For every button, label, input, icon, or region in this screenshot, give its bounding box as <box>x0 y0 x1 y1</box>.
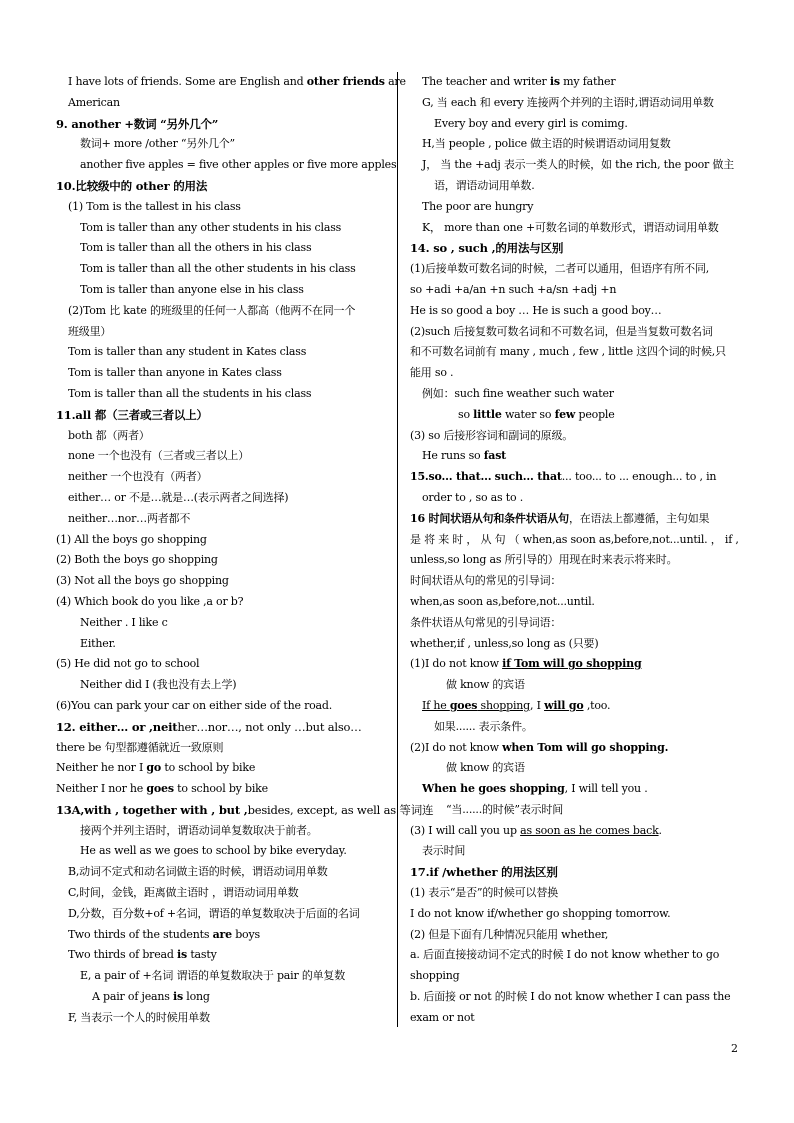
text-segment: I do not know if/whether go shopping tomorrow. <box>410 906 671 920</box>
text-segment: exam or not <box>410 1010 475 1024</box>
text-segment: go <box>146 761 162 775</box>
text-segment: C,时间，金钱，距离做主语时 ，谓语动词用单数 <box>68 886 299 900</box>
right-text-line <box>410 301 742 322</box>
right-text-line <box>410 1008 742 1029</box>
text-segment: none 一个也没有（三者或三者以上） <box>68 449 249 463</box>
text-segment: (2)such 后接复数可数名词和不可数名词，但是当复数可数名词 <box>410 324 713 338</box>
text-segment: Either. <box>80 636 116 650</box>
text-segment: 例如：such fine weather such water <box>422 386 614 400</box>
right-text-line <box>410 862 742 883</box>
text-segment: He as well as we goes to school by bike everyday. <box>80 844 347 858</box>
text-segment: When he goes shopping <box>422 782 565 796</box>
text-segment: , I will tell you . <box>564 782 648 796</box>
text-segment: another five apples = five other apples or five more apples <box>80 158 397 172</box>
text-segment: 是 将 来 时 ， 从 句 （ when,as soon as,before,not...until. ， if , <box>410 532 739 546</box>
text-segment: there be 句型都遵循就近一致原则 <box>56 740 224 754</box>
text-segment: 9. another +数词 “另外几个” <box>56 116 219 131</box>
left-text-line <box>56 696 394 717</box>
text-segment: besides, except, as well as 等词连 <box>247 802 434 817</box>
right-text-line <box>410 134 742 155</box>
text-segment: (2) 但是下面有几种情况只能用 whether, <box>410 927 609 941</box>
text-segment: (1) All the boys go shopping <box>56 532 207 546</box>
text-segment: 14. so , such ,的用法与区别 <box>410 241 564 256</box>
text-segment: her…nor…, not only …but also… <box>177 719 362 734</box>
left-text-line <box>56 945 394 966</box>
left-text-line <box>56 322 394 343</box>
text-segment: (1) 表示“是否”的时候可以替换 <box>410 886 558 900</box>
right-text-line <box>410 717 742 738</box>
text-segment: other friends <box>306 75 385 88</box>
left-text-line <box>56 987 394 1008</box>
text-segment: goes <box>449 698 478 712</box>
left-text-line <box>56 218 394 239</box>
text-segment: Tom is taller than all the students in his class <box>68 386 312 400</box>
left-text-line <box>56 966 394 987</box>
right-text-line <box>410 93 742 114</box>
left-text-line <box>56 862 394 883</box>
text-segment: (6)You can park your car on either side of the road. <box>56 698 333 712</box>
left-text-line <box>56 72 406 93</box>
right-text-line <box>410 238 742 259</box>
text-segment: 能用 so . <box>410 366 454 380</box>
text-segment: (2)Tom 比 kate 的班级里的任何一人都高（他两不在同一个 <box>68 303 356 317</box>
text-segment: 16 时间状语从句和条件状语从句 <box>410 511 569 525</box>
left-text-line <box>56 800 434 821</box>
right-text-line <box>410 384 742 405</box>
right-text-line <box>410 925 742 946</box>
left-text-line <box>56 613 394 634</box>
right-text-line <box>410 821 742 842</box>
text-segment: both 都（两者） <box>68 428 150 442</box>
left-text-line <box>56 821 394 842</box>
left-text-line <box>56 717 394 738</box>
left-text-line <box>56 467 394 488</box>
right-text-line <box>410 945 742 966</box>
text-segment: F, 当表示一个人的时候用单数 <box>68 1010 210 1024</box>
left-text-line <box>56 197 394 218</box>
text-segment: people <box>575 407 615 421</box>
text-segment: American <box>68 95 120 109</box>
text-segment: (2)I do not know <box>410 740 503 754</box>
left-text-line <box>56 405 394 426</box>
right-text-line <box>410 114 742 135</box>
text-segment: will go <box>544 698 584 712</box>
text-segment: so +adi +a/an +n such +a/sn +adj +n <box>410 282 617 296</box>
text-segment: 接两个并列主语时，谓语动词单复数取决于前者。 <box>80 823 318 837</box>
text-segment: 12. either… or ,neit <box>56 719 178 734</box>
text-segment: I have lots of friends. Some are English and <box>68 75 307 88</box>
left-text-line <box>56 654 394 675</box>
right-text-line <box>410 197 742 218</box>
left-text-line <box>56 93 394 114</box>
text-segment: is <box>177 948 188 962</box>
text-segment: 做 know 的宾语 <box>446 761 525 775</box>
text-segment: b. 后面接 or not 的时候 I do not know whether I can pass the <box>410 990 731 1004</box>
page-number: 2 <box>731 1042 738 1055</box>
text-segment: my father <box>559 75 616 88</box>
text-segment: fast <box>483 449 507 463</box>
left-text-line <box>56 550 394 571</box>
text-segment: G, 当 each 和 every 连接两个并列的主语时,谓语动词用单数 <box>422 95 714 109</box>
right-text-line <box>410 987 742 1008</box>
text-segment: unless,so long as 所引导的）用现在时来表示将来时。 <box>410 553 678 567</box>
text-segment: shopping <box>477 698 531 712</box>
left-text-line <box>56 280 394 301</box>
text-segment: 做 know 的宾语 <box>446 678 525 692</box>
column-divider <box>397 72 398 1027</box>
left-text-line <box>56 426 394 447</box>
text-segment: is <box>173 990 183 1004</box>
right-text-line <box>410 613 742 634</box>
text-segment: (5) He did not go to school <box>56 657 200 671</box>
text-segment: neither 一个也没有（两者） <box>68 470 208 484</box>
text-segment: (3) Not all the boys go shopping <box>56 574 229 588</box>
text-segment: E, a pair of +名词 谓语的单复数取决于 pair 的单复数 <box>80 969 346 983</box>
text-segment: Neither did I (我也没有去上学) <box>80 678 237 692</box>
left-text-line <box>56 530 394 551</box>
right-text-line <box>410 696 742 717</box>
text-segment: If he <box>422 698 450 712</box>
right-text-line <box>410 176 742 197</box>
right-text-line <box>410 779 742 800</box>
text-segment: little <box>473 407 502 421</box>
left-text-line <box>56 675 394 696</box>
text-segment: is <box>549 75 560 88</box>
left-text-line <box>56 738 394 759</box>
text-segment: 11.all 都（三者或三者以上） <box>56 407 208 422</box>
right-text-line <box>410 72 742 93</box>
text-segment: water so <box>501 407 555 421</box>
right-text-line <box>410 467 742 488</box>
left-text-line <box>56 488 394 509</box>
text-segment: H,当 people , police 做主语的时候谓语动词用复数 <box>422 137 671 151</box>
text-segment: J， 当 the +adj 表示一类人的时候，如 the rich, the poor 做主 <box>422 158 735 172</box>
left-text-line <box>56 904 394 925</box>
text-segment: ,too. <box>583 698 611 712</box>
left-text-line <box>56 384 394 405</box>
right-text-line <box>410 841 742 862</box>
left-text-line <box>56 758 394 779</box>
left-text-line <box>56 779 394 800</box>
text-segment: Two thirds of bread <box>68 948 178 962</box>
right-text-line <box>410 571 742 592</box>
left-text-line <box>56 925 394 946</box>
text-segment: Neither . I like c <box>80 615 168 629</box>
text-segment: few <box>554 407 576 421</box>
right-text-line <box>410 363 742 384</box>
right-text-line <box>410 800 742 821</box>
right-text-line <box>410 592 742 613</box>
text-segment: The poor are hungry <box>422 199 534 213</box>
right-text-line <box>410 738 742 759</box>
left-text-line <box>56 592 394 613</box>
right-text-line <box>410 218 742 239</box>
text-segment: to school by bike <box>173 782 268 796</box>
text-segment: goes <box>146 782 174 796</box>
text-segment: long <box>183 990 210 1004</box>
text-segment: 班级里） <box>68 324 112 338</box>
text-segment: (1) Tom is the tallest in his class <box>68 199 241 213</box>
right-text-line <box>410 550 742 571</box>
text-segment: Neither he nor I <box>56 761 147 775</box>
text-segment: Tom is taller than anyone in Kates class <box>68 366 282 380</box>
left-text-line <box>56 634 394 655</box>
left-text-line <box>56 301 394 322</box>
text-segment: 10.比较级中的 other 的用法 <box>56 178 208 193</box>
right-column <box>410 72 742 1029</box>
right-text-line <box>410 675 742 696</box>
right-text-line <box>410 509 742 530</box>
text-segment: are <box>384 75 406 88</box>
text-segment: , I <box>530 698 545 712</box>
text-segment: 时间状语从句的常见的引导词： <box>410 574 562 588</box>
text-segment: 如果...... 表示条件。 <box>434 719 533 733</box>
left-text-line <box>56 134 394 155</box>
right-text-line <box>410 634 742 655</box>
right-text-line <box>410 446 742 467</box>
right-text-line <box>410 758 742 779</box>
left-text-line <box>56 155 397 176</box>
left-text-line <box>56 363 394 384</box>
text-segment: K， more than one +可数名词的单数形式，谓语动词用单数 <box>422 220 719 234</box>
text-segment: 17.if /whether 的用法区别 <box>410 865 558 880</box>
text-segment: 15.so... that... <box>410 470 492 484</box>
text-segment: Tom is taller than any student in Kates class <box>68 345 307 359</box>
left-text-line <box>56 841 394 862</box>
text-segment: when,as soon as,before,not...until. <box>410 594 595 608</box>
text-segment: 13A,with , together with , but , <box>56 802 248 817</box>
left-text-line <box>56 1008 394 1029</box>
text-segment: 和不可数名词前有 many , much , few , little 这四个词的时候,只 <box>410 345 726 359</box>
right-text-line <box>410 259 742 280</box>
text-segment: (4) Which book do you like ,a or b? <box>56 594 244 608</box>
left-text-line <box>56 509 394 530</box>
right-text-line <box>410 280 742 301</box>
text-segment: 语，谓语动词用单数. <box>434 178 535 192</box>
text-segment: He is so good a boy … He is such a good boy… <box>410 303 662 317</box>
text-segment: (1)后接单数可数名词的时候，二者可以通用，但语序有所不同, <box>410 262 710 276</box>
text-segment: are <box>212 927 232 941</box>
left-text-line <box>56 446 394 467</box>
text-segment: boys <box>231 927 260 941</box>
right-text-line <box>410 530 742 551</box>
text-segment: such... that <box>494 470 562 484</box>
left-text-line <box>56 114 394 135</box>
text-segment: ，在语法上都遵循，主句如果 <box>568 511 710 525</box>
right-text-line <box>410 488 742 509</box>
text-segment: Tom is taller than all the others in his class <box>80 241 312 255</box>
text-segment: so <box>458 407 474 421</box>
left-text-line <box>56 259 394 280</box>
text-segment: Every boy and every girl is comimg. <box>434 116 628 130</box>
text-segment: 条件状语从句常见的引导词语： <box>410 615 562 629</box>
right-text-line <box>410 342 742 363</box>
text-segment: (3) I will call you up <box>410 823 521 837</box>
text-segment: to school by bike <box>161 761 256 775</box>
text-segment: He runs so <box>422 449 484 463</box>
text-segment: Tom is taller than anyone else in his class <box>80 282 304 296</box>
left-text-line <box>56 883 394 904</box>
right-text-line <box>410 405 742 426</box>
text-segment: shopping <box>410 969 460 983</box>
right-text-line <box>410 883 742 904</box>
text-segment: (1)I do not know <box>410 657 503 671</box>
right-text-line <box>410 426 742 447</box>
text-segment: Two thirds of the students <box>68 927 213 941</box>
text-segment: 数词+ more /other “另外几个” <box>80 137 235 151</box>
text-segment: Neither I nor he <box>56 782 147 796</box>
text-segment: a. 后面直接接动词不定式的时候 I do not know whether to go <box>410 948 720 962</box>
text-segment: D,分数，百分数+of +名词，谓语的单复数取决于后面的名词 <box>68 906 360 920</box>
text-segment: A pair of jeans <box>92 990 174 1004</box>
text-segment: Tom is taller than all the other students in his class <box>80 262 356 276</box>
text-segment: (3) so 后接形容词和副词的原级。 <box>410 428 574 442</box>
text-segment: when Tom will go shopping. <box>502 740 669 754</box>
text-segment: tasty <box>187 948 217 962</box>
text-segment: as soon as he comes back <box>520 823 659 837</box>
text-segment: ... too... to ... enough... to , in <box>561 470 717 484</box>
text-segment: either… or 不是…就是…(表示两者之间选择) <box>68 490 289 504</box>
text-segment: order to , so as to . <box>422 490 524 504</box>
text-segment: neither…nor…两者都不 <box>68 511 191 525</box>
text-segment: The teacher and writer <box>422 75 550 88</box>
left-text-line <box>56 342 394 363</box>
left-text-line <box>56 176 394 197</box>
text-segment: (2) Both the boys go shopping <box>56 553 218 567</box>
left-text-line <box>56 238 394 259</box>
right-text-line <box>410 904 742 925</box>
right-text-line <box>410 654 742 675</box>
right-text-line <box>410 155 742 176</box>
text-segment: “当......的时候”表示时间 <box>446 802 564 816</box>
text-segment: Tom is taller than any other students in his class <box>80 220 342 234</box>
text-segment: if Tom will go shopping <box>502 657 642 671</box>
text-segment: B,动词不定式和动名词做主语的时候，谓语动词用单数 <box>68 865 328 879</box>
text-segment: whether,if , unless,so long as (只要) <box>410 636 599 650</box>
right-text-line <box>410 322 742 343</box>
left-text-line <box>56 571 394 592</box>
right-text-line <box>410 966 742 987</box>
text-segment: . <box>658 823 662 837</box>
text-segment: 表示时间 <box>422 844 466 858</box>
